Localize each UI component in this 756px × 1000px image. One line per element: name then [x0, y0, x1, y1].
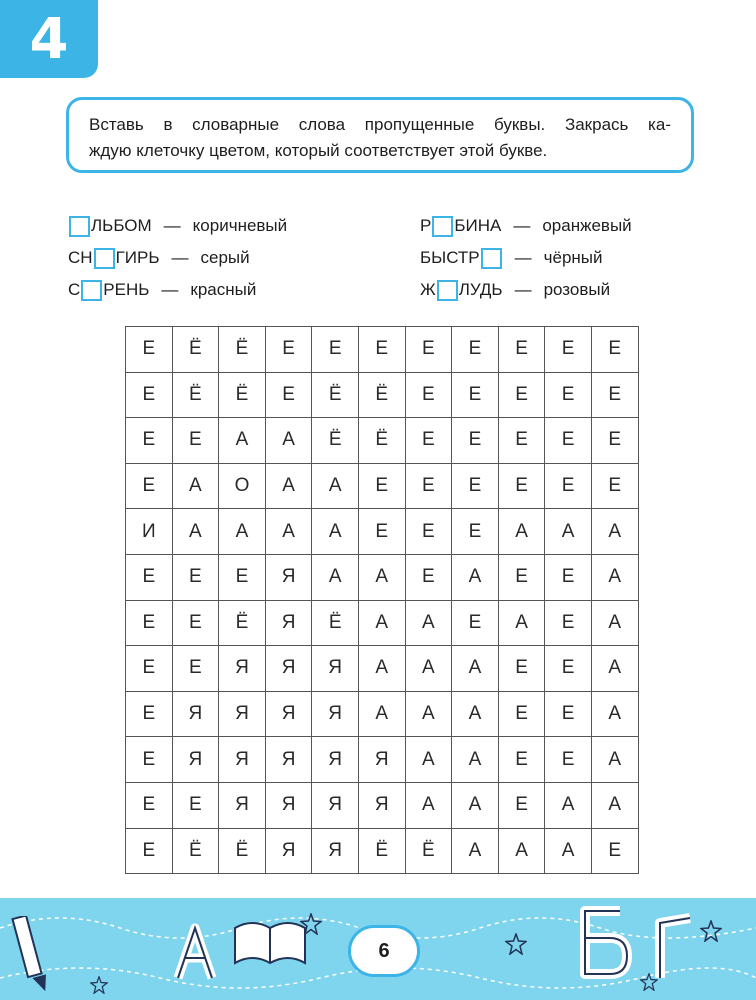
- grid-cell[interactable]: А: [172, 509, 219, 555]
- page-number: 6: [348, 925, 420, 977]
- grid-cell[interactable]: Е: [591, 828, 638, 874]
- color-name: чёрный: [543, 248, 603, 267]
- grid-cell[interactable]: Е: [498, 418, 545, 464]
- grid-cell[interactable]: Е: [545, 691, 592, 737]
- grid-cell[interactable]: Ё: [312, 418, 359, 464]
- color-name: серый: [200, 248, 250, 267]
- grid-cell[interactable]: Ё: [219, 828, 266, 874]
- grid-cell[interactable]: Ё: [172, 828, 219, 874]
- grid-cell[interactable]: Е: [452, 463, 499, 509]
- grid-row: [126, 372, 639, 418]
- grid-row: [126, 554, 639, 600]
- grid-cell[interactable]: Ё: [172, 327, 219, 373]
- grid-cell[interactable]: Я: [358, 737, 405, 783]
- grid-cell[interactable]: А: [312, 554, 359, 600]
- instruction-line-1: Вставь в словарные слова пропущенные буквы. Закрась ка-: [89, 115, 671, 134]
- grid-cell[interactable]: А: [545, 509, 592, 555]
- grid-cell[interactable]: Е: [172, 554, 219, 600]
- grid-row: [126, 691, 639, 737]
- word-end: РЕНЬ: [103, 280, 150, 299]
- grid-cell[interactable]: Е: [312, 327, 359, 373]
- grid-cell[interactable]: А: [498, 509, 545, 555]
- grid-cell[interactable]: Ё: [219, 372, 266, 418]
- grid-cell[interactable]: Е: [405, 372, 452, 418]
- grid-cell[interactable]: Е: [498, 327, 545, 373]
- grid-cell[interactable]: А: [405, 646, 452, 692]
- word-start: Р: [420, 216, 432, 235]
- grid-cell[interactable]: Ё: [358, 418, 405, 464]
- grid-row: [126, 418, 639, 464]
- grid-cell[interactable]: Я: [265, 782, 312, 828]
- grid-cell[interactable]: Е: [265, 372, 312, 418]
- missing-letter-box[interactable]: [81, 280, 102, 301]
- grid-cell[interactable]: А: [452, 828, 499, 874]
- grid-cell[interactable]: Е: [498, 372, 545, 418]
- grid-cell[interactable]: А: [219, 418, 266, 464]
- grid-cell[interactable]: Е: [172, 646, 219, 692]
- grid-cell[interactable]: Е: [545, 463, 592, 509]
- grid-cell[interactable]: А: [405, 782, 452, 828]
- grid-cell[interactable]: А: [498, 828, 545, 874]
- grid-cell[interactable]: А: [452, 646, 499, 692]
- grid-cell[interactable]: Е: [172, 782, 219, 828]
- grid-cell[interactable]: Е: [545, 600, 592, 646]
- grid-cell[interactable]: Е: [498, 646, 545, 692]
- grid-cell[interactable]: Е: [498, 782, 545, 828]
- word-item: [420, 274, 632, 306]
- grid-cell[interactable]: Е: [405, 463, 452, 509]
- grid-row: [126, 600, 639, 646]
- grid-cell[interactable]: А: [591, 691, 638, 737]
- grid-cell[interactable]: Е: [405, 327, 452, 373]
- task-number-badge: [0, 0, 98, 78]
- grid-cell[interactable]: А: [172, 463, 219, 509]
- book-icon: [230, 918, 310, 968]
- grid-cell[interactable]: Е: [545, 554, 592, 600]
- word-end: ЛЬБОМ: [91, 216, 152, 235]
- grid-cell[interactable]: Е: [498, 737, 545, 783]
- grid-cell[interactable]: Ё: [358, 828, 405, 874]
- grid-cell[interactable]: Е: [452, 600, 499, 646]
- star-icon: [505, 933, 527, 955]
- grid-row: [126, 327, 639, 373]
- grid-row: [126, 463, 639, 509]
- grid-cell[interactable]: А: [265, 418, 312, 464]
- dash: —: [513, 216, 531, 235]
- color-name: оранжевый: [542, 216, 632, 235]
- grid-cell[interactable]: Е: [219, 554, 266, 600]
- grid-cell[interactable]: Е: [452, 327, 499, 373]
- grid-cell[interactable]: Я: [265, 600, 312, 646]
- missing-letter-box[interactable]: [437, 280, 458, 301]
- grid-cell[interactable]: А: [452, 782, 499, 828]
- grid-cell[interactable]: Е: [126, 554, 173, 600]
- grid-cell[interactable]: Я: [312, 646, 359, 692]
- grid-cell[interactable]: Е: [498, 691, 545, 737]
- star-icon: [700, 920, 722, 942]
- task-number: 4: [29, 6, 69, 72]
- missing-letter-box[interactable]: [69, 216, 90, 237]
- grid-cell[interactable]: Я: [265, 646, 312, 692]
- grid-cell[interactable]: Я: [265, 554, 312, 600]
- grid-row: [126, 782, 639, 828]
- grid-cell[interactable]: Я: [219, 782, 266, 828]
- word-start: Ж: [420, 280, 436, 299]
- word-item: [420, 210, 632, 242]
- grid-cell[interactable]: Я: [358, 782, 405, 828]
- missing-letter-box[interactable]: [432, 216, 453, 237]
- grid-cell[interactable]: А: [358, 691, 405, 737]
- grid-cell[interactable]: А: [405, 737, 452, 783]
- grid-cell[interactable]: Е: [405, 554, 452, 600]
- grid-cell[interactable]: Ё: [358, 372, 405, 418]
- grid-cell[interactable]: Я: [265, 828, 312, 874]
- grid-cell[interactable]: А: [358, 554, 405, 600]
- grid-cell[interactable]: И: [126, 509, 173, 555]
- grid-cell[interactable]: Е: [545, 372, 592, 418]
- grid-row: [126, 737, 639, 783]
- grid-cell[interactable]: Ё: [219, 600, 266, 646]
- dash: —: [171, 248, 189, 267]
- grid-cell[interactable]: Е: [591, 418, 638, 464]
- grid-row: [126, 509, 639, 555]
- grid-cell[interactable]: А: [498, 600, 545, 646]
- star-icon: [300, 913, 322, 935]
- grid-cell[interactable]: А: [358, 646, 405, 692]
- word-end: ГИРЬ: [115, 248, 160, 267]
- grid-cell[interactable]: Ё: [405, 828, 452, 874]
- grid-cell[interactable]: А: [452, 691, 499, 737]
- grid-row: [126, 646, 639, 692]
- word-item: [68, 274, 287, 306]
- word-start: С: [68, 280, 81, 299]
- color-name: коричневый: [192, 216, 288, 235]
- grid-cell[interactable]: Е: [591, 327, 638, 373]
- star-icon: [640, 973, 658, 991]
- grid-cell[interactable]: О: [219, 463, 266, 509]
- letter-grid: [125, 326, 639, 874]
- grid-cell[interactable]: А: [452, 554, 499, 600]
- grid-cell[interactable]: Е: [126, 600, 173, 646]
- grid-cell[interactable]: Я: [219, 691, 266, 737]
- grid-cell[interactable]: Е: [452, 372, 499, 418]
- word-list-right: [420, 210, 632, 306]
- star-icon: [90, 976, 108, 994]
- grid-cell[interactable]: Е: [126, 782, 173, 828]
- missing-letter-box[interactable]: [94, 248, 115, 269]
- grid-cell[interactable]: Я: [172, 737, 219, 783]
- grid-cell[interactable]: Ё: [172, 372, 219, 418]
- word-item: [68, 210, 287, 242]
- grid-cell[interactable]: А: [358, 600, 405, 646]
- grid-cell[interactable]: А: [312, 463, 359, 509]
- letter-b-icon: [575, 906, 635, 981]
- dash: —: [161, 280, 179, 299]
- grid-cell[interactable]: А: [591, 554, 638, 600]
- word-end: ЛУДЬ: [458, 280, 503, 299]
- grid-cell[interactable]: Е: [545, 646, 592, 692]
- instruction-line-2: ждую клеточку цветом, который соответствует этой букве.: [89, 141, 548, 160]
- grid-cell[interactable]: Я: [312, 828, 359, 874]
- grid-cell[interactable]: Е: [126, 691, 173, 737]
- grid-cell[interactable]: А: [591, 737, 638, 783]
- grid-cell[interactable]: Е: [265, 327, 312, 373]
- grid-cell[interactable]: Е: [126, 828, 173, 874]
- grid-cell[interactable]: Е: [452, 418, 499, 464]
- color-name: красный: [190, 280, 257, 299]
- grid-cell[interactable]: Е: [452, 509, 499, 555]
- grid-cell[interactable]: Е: [126, 737, 173, 783]
- grid-cell[interactable]: Е: [172, 418, 219, 464]
- grid-cell[interactable]: А: [591, 646, 638, 692]
- grid-cell[interactable]: Е: [126, 418, 173, 464]
- grid-cell[interactable]: Е: [126, 327, 173, 373]
- grid-cell[interactable]: Е: [172, 600, 219, 646]
- grid-cell[interactable]: Е: [545, 327, 592, 373]
- grid-cell[interactable]: Е: [126, 463, 173, 509]
- grid-cell[interactable]: Я: [312, 782, 359, 828]
- grid-cell[interactable]: Я: [172, 691, 219, 737]
- missing-letter-box[interactable]: [481, 248, 502, 269]
- color-name: розовый: [543, 280, 611, 299]
- pencil-icon: [8, 916, 48, 996]
- letter-a-icon: [170, 923, 220, 983]
- grid-cell[interactable]: А: [452, 737, 499, 783]
- grid-cell[interactable]: Я: [312, 737, 359, 783]
- grid-cell[interactable]: А: [591, 509, 638, 555]
- grid-cell[interactable]: А: [545, 782, 592, 828]
- grid-cell[interactable]: Ё: [312, 600, 359, 646]
- grid-cell[interactable]: Е: [405, 509, 452, 555]
- grid-cell[interactable]: Я: [219, 646, 266, 692]
- grid-cell[interactable]: Я: [219, 737, 266, 783]
- grid-cell[interactable]: Я: [312, 691, 359, 737]
- grid-cell[interactable]: А: [312, 509, 359, 555]
- grid-cell[interactable]: Я: [265, 691, 312, 737]
- grid-cell[interactable]: Е: [358, 327, 405, 373]
- grid-cell[interactable]: Ё: [312, 372, 359, 418]
- grid-cell[interactable]: А: [591, 782, 638, 828]
- grid-cell[interactable]: Ё: [219, 327, 266, 373]
- grid-cell[interactable]: А: [545, 828, 592, 874]
- dash: —: [514, 280, 532, 299]
- grid-cell[interactable]: А: [265, 463, 312, 509]
- dash: —: [163, 216, 181, 235]
- grid-row: [126, 828, 639, 874]
- word-start: СН: [68, 248, 93, 267]
- grid-cell[interactable]: А: [591, 600, 638, 646]
- grid-cell[interactable]: А: [405, 691, 452, 737]
- grid-cell[interactable]: А: [219, 509, 266, 555]
- grid-cell[interactable]: А: [405, 600, 452, 646]
- grid-cell[interactable]: Е: [126, 646, 173, 692]
- grid-cell[interactable]: Е: [126, 372, 173, 418]
- word-item: [68, 242, 287, 274]
- word-item: [420, 242, 632, 274]
- instruction-box: [66, 97, 694, 173]
- grid-cell[interactable]: Е: [545, 418, 592, 464]
- grid-cell[interactable]: Е: [498, 463, 545, 509]
- grid-cell[interactable]: Е: [591, 372, 638, 418]
- grid-cell[interactable]: Е: [358, 509, 405, 555]
- grid-cell[interactable]: Е: [545, 737, 592, 783]
- grid-cell[interactable]: Е: [358, 463, 405, 509]
- grid-cell[interactable]: Е: [498, 554, 545, 600]
- grid-cell[interactable]: Я: [265, 737, 312, 783]
- word-end: БИНА: [454, 216, 502, 235]
- grid-cell[interactable]: А: [265, 509, 312, 555]
- grid-cell[interactable]: Е: [405, 418, 452, 464]
- dash: —: [514, 248, 532, 267]
- grid-cell[interactable]: Е: [591, 463, 638, 509]
- word-start: БЫСТР: [420, 248, 480, 267]
- word-list-left: [68, 210, 287, 306]
